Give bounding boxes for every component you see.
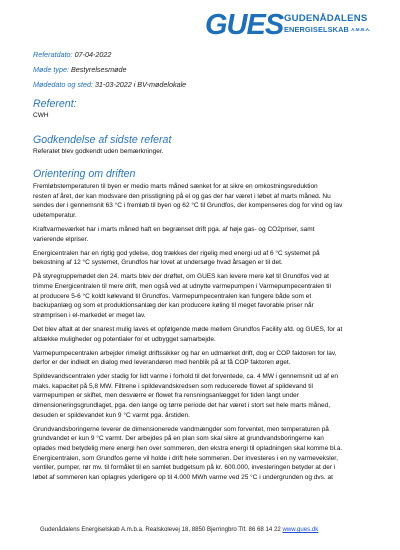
- paragraph-line: Fremløbstemperaturen til byen er medio marts måned sænket for at sikre en omkostningsreduktion: [33, 183, 318, 191]
- paragraph-line: Varmepumpecentralen arbejder rimeligt driftssikker og har en udmærket drift, dog er COP faktoren for lav,: [33, 349, 337, 357]
- paragraph-line: at producere 5-6 °C koldt kølevand til Grundfos. Varmepumpecentralen kan fungere både som et: [33, 292, 312, 300]
- paragraph-line: udetemperatur.: [33, 211, 77, 219]
- body-paragraph: [33, 425, 383, 483]
- paragraph-line: derfor er der indledt en dialog med leverandøren med henblik på at få COP faktoren øget.: [33, 359, 291, 367]
- company-name-line1: GUDENÅDALENS: [284, 13, 368, 24]
- operations-heading: Orientering om driften: [33, 168, 136, 181]
- meta-label: Referatdato:: [33, 50, 73, 59]
- paragraph-line: Energicentralen har en rigtig god ydelse, dog trækkes der rigelig med energi ud af 6 °C systemet på: [33, 249, 320, 257]
- paragraph-line: trimme Energicentralen til mere drift, men også ved at udnytte varmepumpen i Varmepumpecentralen til: [33, 283, 331, 291]
- operations-paragraphs: [33, 182, 383, 482]
- body-paragraph: [33, 182, 383, 220]
- company-name-line2-text: ENERGISELSKAB: [284, 25, 349, 34]
- paragraph-line: afdække muligheder og potentialer for et udbygget samarbejde.: [33, 335, 216, 343]
- referent-value: CWH: [33, 112, 49, 119]
- meeting-meta: [33, 47, 373, 92]
- paragraph-line: backupanlæg og som et produktionsanlæg der kan producere køling til meget favorable priser når: [33, 302, 314, 310]
- footer-address: Gudenådalens Energiselskab A.m.b.a. Realskolevej 18, 8850 Bjerringbro Tlf. 86 68 14 22: [40, 526, 281, 533]
- body-paragraph: [33, 325, 383, 344]
- paragraph-line: oplades med betydelig mere energi hen over sommeren, den ekstra energi til opladningen skal komme bl.a.: [33, 444, 343, 452]
- body-paragraph: [33, 249, 383, 268]
- page-footer: [40, 526, 370, 533]
- paragraph-line: grundvandet er kun 9 °C varmt. Der arbejdes på en plan som skal sikre at grundvandsboringerne kan: [33, 435, 324, 443]
- approval-text: Referatet blev godkendt uden bemærkninger.: [33, 147, 164, 155]
- meta-value: Bestyrelsesmøde: [70, 65, 127, 74]
- footer-website-link[interactable]: www.gues.dk: [282, 526, 319, 533]
- meta-type-row: [33, 62, 373, 77]
- company-name-line2: [284, 25, 370, 34]
- body-paragraph: [33, 372, 383, 420]
- logo-wordmark: GUES: [205, 9, 284, 39]
- paragraph-line: ventiler, pumper, rør mv. til formålet til en samlet budgetsum på kr. 600.000, investeringen betyder at der i: [33, 464, 336, 472]
- body-paragraph: [33, 225, 383, 244]
- paragraph-line: resten af året, der kan modsvare den prisstigning på el og gas der har været i løbet af marts måned. Nu: [33, 192, 331, 200]
- meta-date-row: [33, 47, 373, 62]
- paragraph-line: Energicentralen, som Grundfos gerne vil holde i drift hele sommeren. Der investeres i en ny varmeveksler,: [33, 454, 338, 462]
- company-logo: [0, 9, 400, 39]
- paragraph-line: På styregruppemødet den 24. marts blev der drøftet, om GUES kan levere mere køl til Grundfos ved at: [33, 273, 329, 281]
- paragraph-line: løbet af sommeren kan oplagres yderligere op til 4.000 MWh varme ved 25 °C i undergrunden og dvs. at: [33, 473, 333, 481]
- meta-place-row: [33, 77, 373, 92]
- paragraph-line: bekostning af 12 °C systemet, Grundfos har lovet at undersøge hvad årsagen er til det.: [33, 259, 283, 267]
- paragraph-line: sendes der i gennemsnit 63 °C i fremløb til byen og 62 °C til Grundfos, der kompenseres dog for vind og lav: [33, 202, 343, 210]
- meta-label: Mødedato og sted:: [33, 80, 93, 89]
- paragraph-line: varierende elpriser.: [33, 235, 89, 243]
- paragraph-line: maks. kapacitet på 5,8 MW. Filtrene i spildevandskredsen som reducerede flowet af spildevand til: [33, 382, 313, 390]
- company-suffix: A.M.B.A.: [351, 27, 371, 32]
- body-paragraph: [33, 272, 383, 320]
- paragraph-line: Det blev aftalt at der snarest mulig laves et opfølgende møde mellem Grundfos Facility afd. og GUES, for at: [33, 325, 343, 333]
- document-body: [33, 98, 383, 487]
- paragraph-line: Grundvandsboringerne leverer de dimensionerede vandmængder som forventet, men temperaturen på: [33, 425, 329, 433]
- meta-label: Møde type:: [33, 65, 69, 74]
- body-paragraph: [33, 349, 383, 368]
- approval-heading: Godkendelse af sidste referat: [33, 133, 172, 146]
- meta-value: 31-03-2022 i BV-mødelokale: [94, 80, 187, 89]
- paragraph-line: Kraftvarmeværket har i marts måned haft en begrænset drift pga. af høje gas- og CO2priser, samt: [33, 226, 315, 234]
- meta-value: 07-04-2022: [74, 50, 112, 59]
- paragraph-line: dimensioneringsgrundlaget, pga. den lange og tørre periode det har været i stort set hele marts måned,: [33, 402, 331, 410]
- paragraph-line: strømprisen i el-markedet er meget lav.: [33, 311, 146, 319]
- paragraph-line: varmepumpen er skiftet, men desværre er flowet fra rensningsanlægget for tiden langt under: [33, 392, 299, 400]
- referent-heading: Referent:: [33, 98, 77, 110]
- paragraph-line: Spildevandscentralen yder stadig for lidt varme i forhold til det forventede, ca. 4 MW i gennemsnit ud af en: [33, 373, 338, 381]
- paragraph-line: desuden er spildevandet kun 9 °C varmt pga. årstiden.: [33, 411, 190, 419]
